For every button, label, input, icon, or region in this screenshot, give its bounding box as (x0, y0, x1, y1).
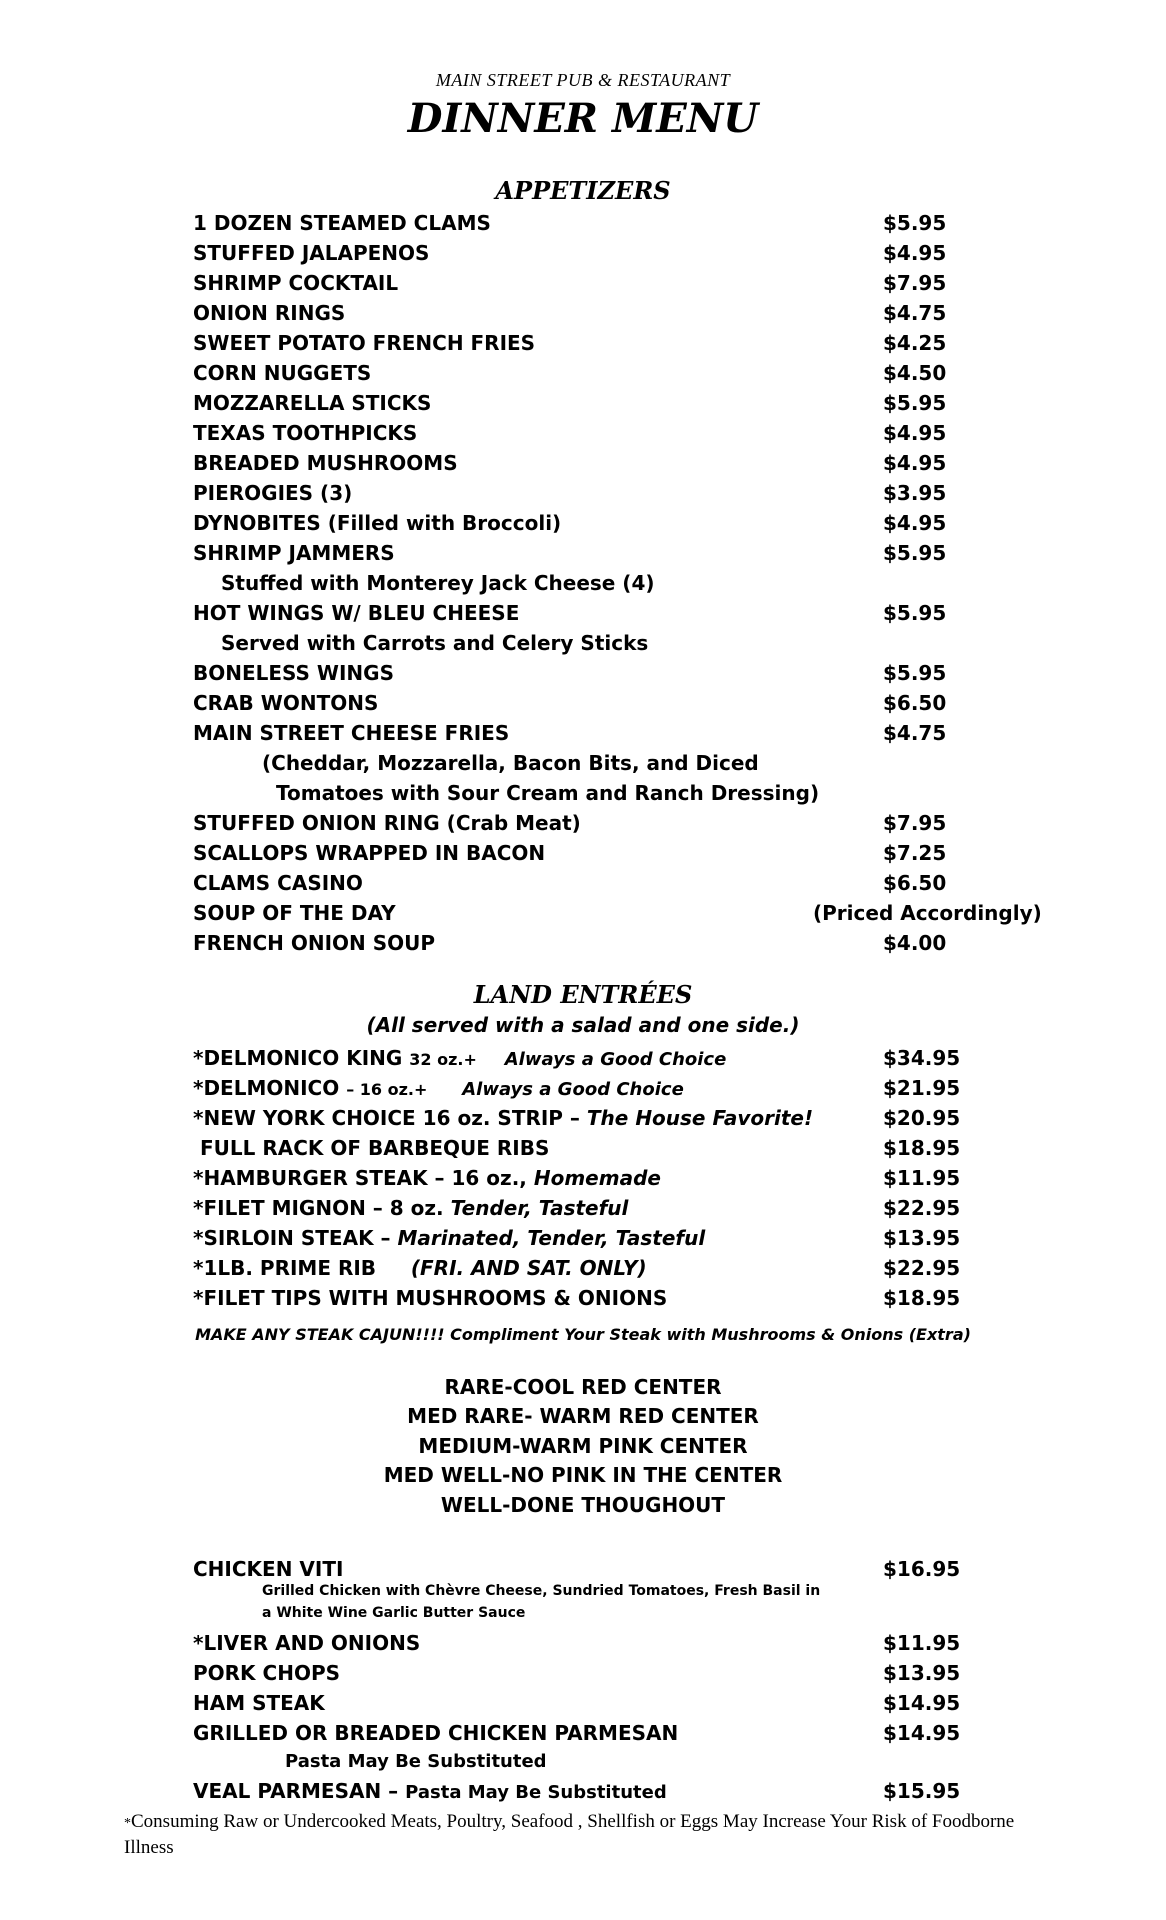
item-name: BONELESS WINGS (193, 661, 394, 685)
menu-item (193, 238, 1053, 268)
item-name: BREADED MUSHROOMS (193, 451, 458, 475)
item-price: $7.95 (883, 811, 947, 835)
menu-item (193, 898, 1053, 928)
item-tagline: Always a Good Choice (504, 1049, 727, 1070)
steak-note: MAKE ANY STEAK CAJUN!!!! Compliment Your Steak with Mushrooms & Onions (Extra) (195, 1325, 971, 1344)
menu-item (193, 538, 1053, 568)
menu-item (200, 1133, 1060, 1163)
item-price: $5.95 (883, 661, 947, 685)
item-price: $5.95 (883, 541, 947, 565)
item-price: $14.95 (883, 1691, 961, 1715)
item-price: $4.75 (883, 301, 947, 325)
item-price: $5.95 (883, 211, 947, 235)
doneness-level: MED RARE- WARM RED CENTER (407, 1404, 759, 1428)
menu-item (193, 1103, 1053, 1133)
item-name: FULL RACK OF BARBEQUE RIBS (200, 1136, 550, 1160)
menu-item (193, 1688, 1053, 1718)
item-price: $3.95 (883, 481, 947, 505)
item-price: $6.50 (883, 691, 947, 715)
doneness-level: MED WELL-NO PINK IN THE CENTER (383, 1463, 783, 1487)
appetizers-title: APPETIZERS (495, 176, 671, 205)
item-description: Served with Carrots and Celery Sticks (221, 631, 649, 655)
menu-item (193, 1253, 1053, 1283)
item-name: *LIVER AND ONIONS (193, 1631, 421, 1655)
item-name: MOZZARELLA STICKS (193, 391, 432, 415)
menu-item (193, 298, 1053, 328)
item-size: – 16 oz.+ (346, 1080, 428, 1099)
item-tagline: (FRI. AND SAT. ONLY) (410, 1256, 647, 1280)
item-name: PIEROGIES (3) (193, 481, 353, 505)
item-name: HAM STEAK (193, 1691, 325, 1715)
menu-item (193, 1628, 1053, 1658)
item-price: $13.95 (883, 1226, 961, 1250)
item-description: a White Wine Garlic Butter Sauce (262, 1605, 526, 1621)
item-price: $4.00 (883, 931, 947, 955)
item-name: *NEW YORK CHOICE 16 oz. STRIP – (193, 1106, 580, 1130)
disclaimer-asterisk: * (124, 1816, 131, 1831)
item-name: *HAMBURGER STEAK – 16 oz., (193, 1166, 527, 1190)
item-price: $4.75 (883, 721, 947, 745)
item-price: $11.95 (883, 1166, 961, 1190)
item-note: Pasta May Be Substituted (405, 1782, 667, 1803)
menu-item (193, 1283, 1053, 1313)
item-price: $15.95 (883, 1779, 961, 1803)
item-name: CLAMS CASINO (193, 871, 363, 895)
menu-item (193, 328, 1053, 358)
item-name: STUFFED ONION RING (Crab Meat) (193, 811, 581, 835)
item-price: $6.50 (883, 871, 947, 895)
item-price: $4.25 (883, 331, 947, 355)
menu-item (193, 208, 1053, 238)
item-price: $18.95 (883, 1286, 961, 1310)
item-name: GRILLED OR BREADED CHICKEN PARMESAN (193, 1721, 679, 1745)
item-name: CORN NUGGETS (193, 361, 372, 385)
disclaimer-text: Consuming Raw or Undercooked Meats, Poultry, Seafood , Shellfish or Eggs May Increase Your Risk of Foodborne Illness (124, 1811, 1015, 1858)
item-price: $4.50 (883, 361, 947, 385)
item-name: MAIN STREET CHEESE FRIES (193, 721, 510, 745)
menu-item (193, 1073, 1053, 1103)
item-name: PORK CHOPS (193, 1661, 341, 1685)
item-tagline: Tender, Tasteful (450, 1196, 629, 1220)
item-price: $22.95 (883, 1256, 961, 1280)
item-price: $22.95 (883, 1196, 961, 1220)
item-name: CRAB WONTONS (193, 691, 379, 715)
item-price: $4.95 (883, 241, 947, 265)
menu-item (193, 388, 1053, 418)
item-name: HOT WINGS W/ BLEU CHEESE (193, 601, 520, 625)
item-name: 1 DOZEN STEAMED CLAMS (193, 211, 491, 235)
item-name: SOUP OF THE DAY (193, 901, 396, 925)
item-name: FRENCH ONION SOUP (193, 931, 436, 955)
item-price: $4.95 (883, 511, 947, 535)
item-price: $5.95 (883, 391, 947, 415)
item-price: $14.95 (883, 1721, 961, 1745)
item-size: 32 oz.+ (409, 1050, 477, 1069)
menu-item (193, 868, 1053, 898)
item-tagline: Always a Good Choice (462, 1079, 684, 1100)
item-description: Tomatoes with Sour Cream and Ranch Dressing) (276, 781, 820, 805)
item-tagline: Marinated, Tender, Tasteful (397, 1226, 706, 1250)
menu-item (193, 1658, 1053, 1688)
doneness-level: RARE-COOL RED CENTER (444, 1375, 722, 1399)
item-description: Grilled Chicken with Chèvre Cheese, Sundried Tomatoes, Fresh Basil in (262, 1583, 821, 1599)
item-name: STUFFED JALAPENOS (193, 241, 430, 265)
menu-item (193, 928, 1053, 958)
item-name: TEXAS TOOTHPICKS (193, 421, 418, 445)
item-price: $5.95 (883, 601, 947, 625)
menu-item (193, 1163, 1053, 1193)
item-price: $20.95 (883, 1106, 961, 1130)
doneness-level: WELL-DONE THOUGHOUT (440, 1493, 726, 1517)
menu-item (193, 1043, 1053, 1073)
item-price: $34.95 (883, 1046, 961, 1070)
menu-item (193, 1776, 1053, 1806)
menu-item (193, 478, 1053, 508)
item-price: $21.95 (883, 1076, 961, 1100)
item-price: $16.95 (883, 1557, 961, 1581)
item-name: CHICKEN VITI (193, 1557, 344, 1581)
menu-item (193, 808, 1053, 838)
item-name: *DELMONICO (193, 1076, 340, 1100)
item-name: DYNOBITES (Filled with Broccoli) (193, 511, 562, 535)
item-name: *FILET MIGNON – 8 oz. (193, 1196, 444, 1220)
item-price: (Priced Accordingly) (813, 901, 1042, 925)
menu-item (193, 418, 1053, 448)
land-entrees-note: (All served with a salad and one side.) (366, 1013, 800, 1037)
item-price: $13.95 (883, 1661, 961, 1685)
item-tagline: Homemade (533, 1166, 661, 1190)
menu-item (193, 838, 1053, 868)
item-price: $4.95 (883, 451, 947, 475)
item-name: *FILET TIPS WITH MUSHROOMS & ONIONS (193, 1286, 668, 1310)
menu-item (193, 688, 1053, 718)
menu-item (193, 448, 1053, 478)
item-description: Pasta May Be Substituted (285, 1751, 547, 1772)
item-name: VEAL PARMESAN – (193, 1779, 399, 1803)
doneness-level: MEDIUM-WARM PINK CENTER (418, 1434, 748, 1458)
item-description: Stuffed with Monterey Jack Cheese (4) (221, 571, 655, 595)
menu-item (193, 1193, 1053, 1223)
item-name: SHRIMP COCKTAIL (193, 271, 399, 295)
item-name: *1LB. PRIME RIB (193, 1256, 377, 1280)
menu-title: DINNER MENU (407, 95, 759, 142)
menu-item (193, 358, 1053, 388)
health-disclaimer (124, 1810, 1044, 1860)
item-price: $7.25 (883, 841, 947, 865)
item-name: *DELMONICO KING (193, 1046, 403, 1070)
item-tagline: The House Favorite! (586, 1106, 814, 1130)
menu-item (193, 1718, 1053, 1748)
item-name: SCALLOPS WRAPPED IN BACON (193, 841, 546, 865)
item-price: $7.95 (883, 271, 947, 295)
item-name: *SIRLOIN STEAK – (193, 1226, 391, 1250)
land-entrees-title: LAND ENTRÉES (473, 980, 693, 1009)
restaurant-name: MAIN STREET PUB & RESTAURANT (435, 70, 731, 90)
menu-item (193, 718, 1053, 748)
menu-item (193, 658, 1053, 688)
menu-item (193, 508, 1053, 538)
menu-item (193, 1223, 1053, 1253)
item-price: $18.95 (883, 1136, 961, 1160)
item-name: ONION RINGS (193, 301, 346, 325)
menu-item (193, 598, 1053, 628)
item-description: (Cheddar, Mozzarella, Bacon Bits, and Diced (262, 751, 759, 775)
item-price: $4.95 (883, 421, 947, 445)
item-price: $11.95 (883, 1631, 961, 1655)
item-name: SWEET POTATO FRENCH FRIES (193, 331, 536, 355)
menu-item (193, 268, 1053, 298)
item-name: SHRIMP JAMMERS (193, 541, 395, 565)
